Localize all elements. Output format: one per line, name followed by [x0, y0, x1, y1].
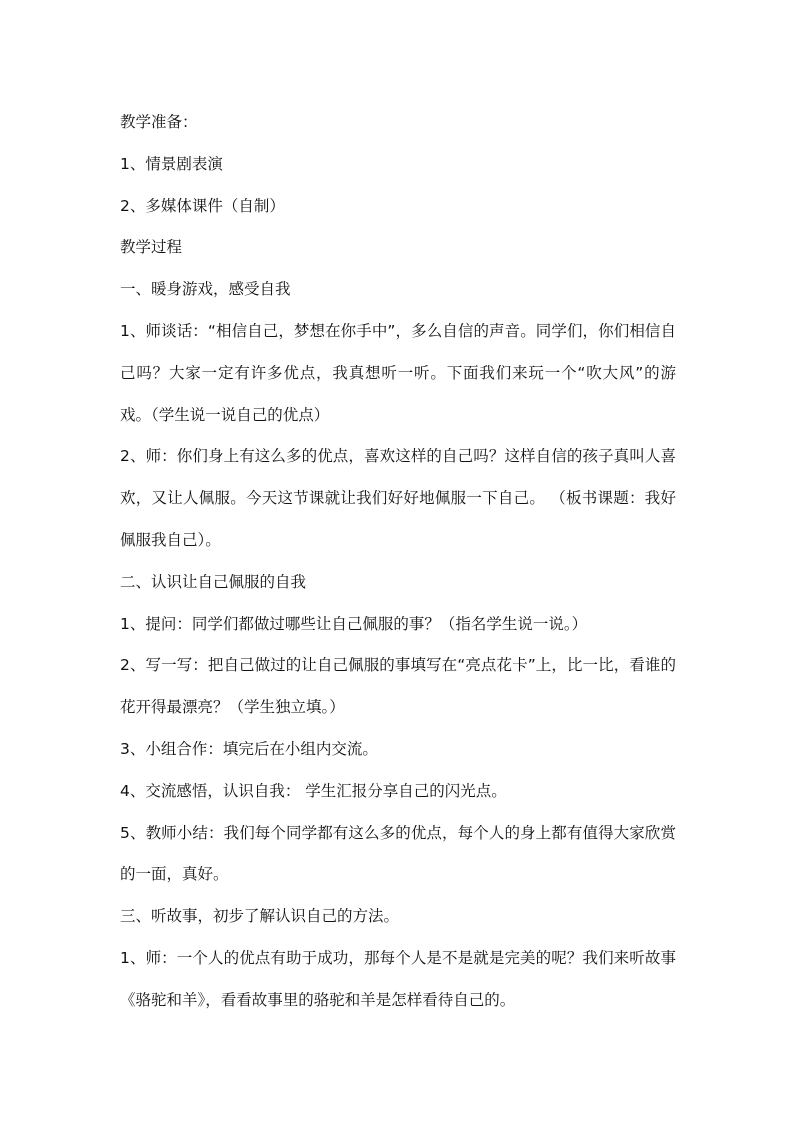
- heading-teaching-preparation: 教学准备：: [120, 113, 198, 131]
- section-2-step-4: 4、交流感悟，认识自我： 学生汇报分享自己的闪光点。: [120, 781, 507, 800]
- section-2-step-2: 2、写一写：把自己做过的让自己佩服的事填写在“亮点花卡”上，比一比，看谁的花开得最漂亮？（学生独立填。）: [120, 656, 676, 717]
- prep-item-2: 2、多媒体课件（自制）: [120, 196, 285, 215]
- section-3-step-1: 1、师：一个人的优点有助于成功，那每个人是不是就是完美的呢？我们来听故事《骆驼和羊》，看看故事里的骆驼和羊是怎样看待自己的。: [120, 948, 676, 1009]
- section-1-title: 一、暖身游戏，感受自我: [120, 280, 291, 299]
- section-2-step-3: 3、小组合作：填完后在小组内交流。: [120, 739, 378, 758]
- section-1-step-2: 2、师：你们身上有这么多的优点，喜欢这样的自己吗？这样自信的孩子真叫人喜欢，又让人佩服。今天这节课就让我们好好地佩服一下自己。 （板书课题：我好佩服我自己）。: [120, 447, 676, 549]
- section-2-title: 二、认识让自己佩服的自我: [120, 572, 307, 591]
- document-body: [120, 102, 676, 1022]
- section-3-title: 三、听故事，初步了解认识自己的方法。: [120, 907, 400, 926]
- section-2-step-5: 5、教师小结：我们每个同学都有这么多的优点，每个人的身上都有值得大家欣赏的一面，真好。: [120, 823, 676, 884]
- prep-item-1: 1、情景剧表演: [120, 154, 223, 173]
- heading-teaching-process: 教学过程: [120, 238, 183, 257]
- section-2-step-1: 1、提问：同学们都做过哪些让自己佩服的事？（指名学生说一说。）: [120, 614, 588, 633]
- section-1-step-1: 1、师谈话：“相信自己，梦想在你手中”，多么自信的声音。同学们，你们相信自己吗？大家一定有许多优点，我真想听一听。下面我们来玩一个“吹大风”的游戏。（学生说一说自己的优点）: [120, 321, 676, 424]
